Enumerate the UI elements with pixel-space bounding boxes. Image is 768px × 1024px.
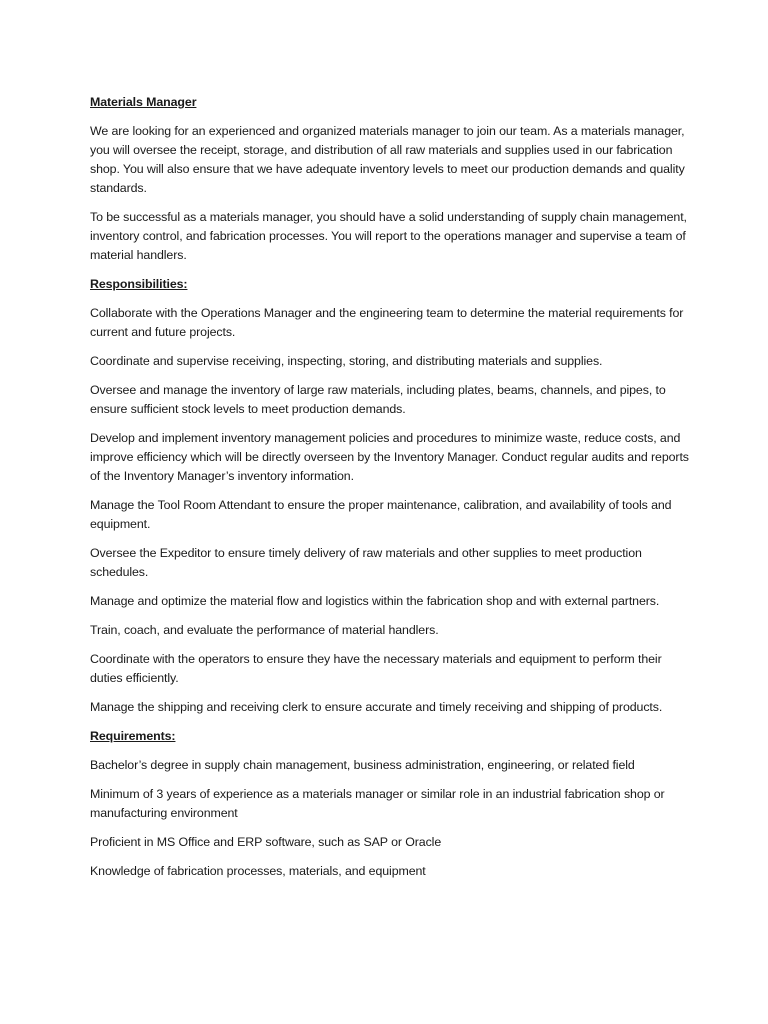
requirement-item: Bachelor’s degree in supply chain management, business administration, engineering, or related field — [90, 758, 635, 772]
responsibility-item: Collaborate with the Operations Manager and the engineering team to determine the material requirements for current and future projects. — [90, 306, 684, 339]
responsibility-item: Manage and optimize the material flow and logistics within the fabrication shop and with external partners. — [90, 594, 660, 608]
responsibility-item: Coordinate with the operators to ensure they have the necessary materials and equipment to perform their duties efficiently. — [90, 652, 662, 685]
requirements-heading: Requirements: — [90, 729, 176, 743]
intro-paragraph-2: To be successful as a materials manager, you should have a solid understanding of supply chain management, inventory control, and fabrication processes. You will report to the operations manager and supervise a team of material handlers. — [90, 210, 687, 262]
requirement-item: Proficient in MS Office and ERP software, such as SAP or Oracle — [90, 835, 442, 849]
responsibilities-heading: Responsibilities: — [90, 277, 188, 291]
intro-paragraph-1: We are looking for an experienced and organized materials manager to join our team. As a materials manager, you will oversee the receipt, storage, and distribution of all raw materials and supplies used in our fabrication shop. You will also ensure that we have adequate inventory levels to meet our production demands and quality standards. — [90, 124, 685, 195]
responsibility-item: Oversee and manage the inventory of large raw materials, including plates, beams, channels, and pipes, to ensure sufficient stock levels to meet production demands. — [90, 383, 666, 416]
document-title: Materials Manager — [90, 95, 197, 109]
document-page — [90, 93, 690, 891]
requirement-item: Minimum of 3 years of experience as a materials manager or similar role in an industrial fabrication shop or manufacturing environment — [90, 787, 665, 820]
responsibility-item: Manage the shipping and receiving clerk to ensure accurate and timely receiving and shipping of products. — [90, 700, 663, 714]
responsibility-item: Coordinate and supervise receiving, inspecting, storing, and distributing materials and supplies. — [90, 354, 603, 368]
requirement-item: Knowledge of fabrication processes, materials, and equipment — [90, 864, 426, 878]
responsibility-item: Develop and implement inventory management policies and procedures to minimize waste, reduce costs, and improve efficiency which will be directly overseen by the Inventory Manager. Conduct regular audits and reports of the Inventory Manager’s inventory information. — [90, 431, 689, 483]
responsibility-item: Train, coach, and evaluate the performance of material handlers. — [90, 623, 439, 637]
responsibility-item: Oversee the Expeditor to ensure timely delivery of raw materials and other supplies to meet production schedules. — [90, 546, 642, 579]
responsibility-item: Manage the Tool Room Attendant to ensure the proper maintenance, calibration, and availability of tools and equipment. — [90, 498, 672, 531]
